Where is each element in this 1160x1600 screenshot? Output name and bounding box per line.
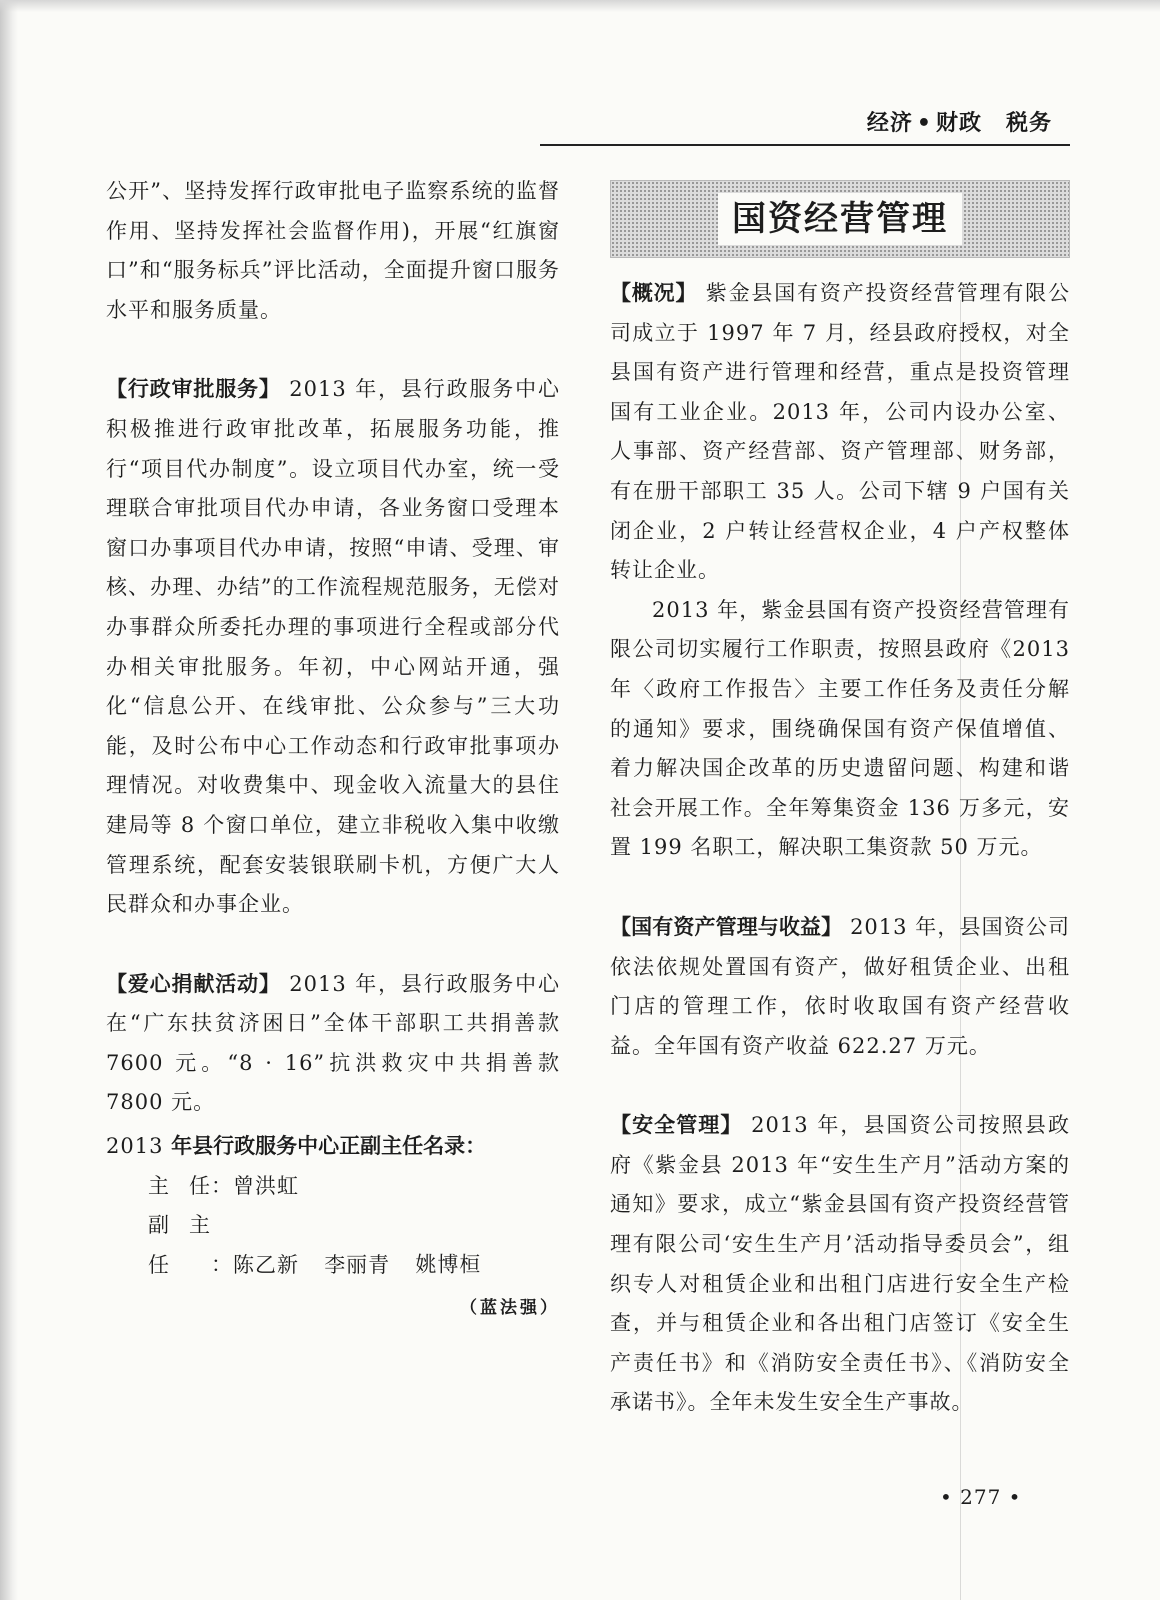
running-header: [867, 106, 1052, 137]
left-column: [106, 172, 560, 1329]
page-top-shadow: [0, 0, 1160, 12]
header-economy: 经济: [866, 111, 913, 136]
director-role: 主任: [148, 1173, 211, 1198]
safety-management-text: 2013 年，县国资公司按照县政府《紫金县 2013 年“安生生产月”活动方案的通知》要求，成立“紫金县国有资产投资经营管理有限公司‘安生生产月’活动指导委员会”，组织专人对租赁企业和出租门店进行安全生产检查，并与租赁企业和各出租门店签订《安全生产责任书》和《消防安全责任书》、《消防安全承诺书》。全年未发生安全生产事故。: [610, 1113, 1070, 1415]
director-name: 曾洪虹: [233, 1173, 299, 1198]
continued-paragraph: 公开”、坚持发挥行政审批电子监察系统的监督作用、坚持发挥社会监督作用)，开展“红旗窗口”和“服务标兵”评比活动，全面提升窗口服务水平和服务质量。: [106, 179, 560, 322]
overview-paragraph: [610, 274, 1070, 591]
assets-revenue-text: 2013 年，县国资公司依法依规处置国有资产，做好租赁企业、出租门店的管理工作，依时收取国有资产经营收益。全年国有资产收益 622.27 万元。: [610, 914, 1070, 1058]
administrative-approval-paragraph: [106, 370, 560, 924]
directory-title: [106, 1127, 560, 1167]
right-column: [610, 172, 1070, 1423]
author-credit: （蓝法强）: [460, 1298, 560, 1319]
deputy-row: 副主任 ：陈乙新 李丽青 姚博桓: [106, 1206, 560, 1285]
header-rule: [540, 144, 1070, 146]
charity-donation-paragraph: [106, 965, 560, 1123]
scan-line: [960, 300, 961, 1600]
administrative-approval-heading: 【行政审批服务】: [106, 377, 281, 402]
director-row: 主任：曾洪虹: [106, 1167, 560, 1207]
assets-revenue-paragraph: [610, 908, 1070, 1066]
page-edge-shadow: [0, 0, 18, 1600]
directory-year: 2013: [106, 1134, 164, 1159]
directory-heading: 年县行政服务中心正副主任名录：: [171, 1134, 487, 1159]
deputy-name: 陈乙新: [233, 1252, 299, 1277]
administrative-approval-text: 2013 年，县行政服务中心积极推进行政审批改革，拓展服务功能，推行“项目代办制度”。设立项目代办室，统一受理联合审批项目代办申请，各业务窗口受理本窗口办事项目代办申请，按照“申请、受理、审核、办理、办结”的工作流程规范服务，无偿对办事群众所委托办理的事项进行全程或部分代办相关审批服务。年初，中心网站开通，强化“信息公开、在线审批、公众参与”三大功能，及时公布中心工作动态和行政审批事项办理情况。对收费集中、现金收入流量大的县住建局等 8 个窗口单位，建立非税收入集中收缴管理系统，配套安装银联刷卡机，方便广大人民群众和办事企业。: [106, 377, 560, 917]
section-title: 国资经营管理: [718, 193, 962, 245]
header-separator: •: [916, 111, 932, 136]
deputy-name: 姚博桓: [415, 1252, 482, 1277]
overview-heading: 【概况】: [610, 281, 698, 305]
assets-revenue-heading: 【国有资产管理与收益】: [610, 914, 843, 939]
work-2013-paragraph: 2013 年，紫金县国有资产投资经营管理有限公司切实履行工作职责，按照县政府《2013 年〈政府工作报告〉主要工作任务及责任分解的通知》要求，围绕确保国有资产保值增值、着力解决国企改革的历史遗留问题、构建和谐社会开展工作。全年筹集资金 136 万多元，安置 199 名职工，解决职工集资款 50 万元。: [610, 597, 1070, 860]
safety-management-heading: 【安全管理】: [610, 1113, 743, 1138]
charity-donation-heading: 【爱心捐献活动】: [106, 971, 281, 996]
header-tax: 税务: [1005, 111, 1052, 136]
safety-management-paragraph: [610, 1106, 1070, 1423]
charity-donation-text: 2013 年，县行政服务中心在“广东扶贫济困日”全体干部职工共捐善款 7600 元。“8 · 16”抗洪救灾中共捐善款 7800 元。: [106, 971, 560, 1115]
deputy-name: 李丽青: [324, 1252, 391, 1277]
header-finance: 财政: [935, 111, 982, 136]
section-title-box: [610, 180, 1070, 258]
deputy-role: 副主任: [148, 1213, 211, 1277]
page-number: • 277 •: [940, 1485, 1022, 1509]
overview-text: 紫金县国有资产投资经营管理有限公司成立于 1997 年 7 月，经县政府授权，对全县国有资产进行管理和经营，重点是投资管理国有工业企业。2013 年，公司内设办公室、人事部、资产经营部、资产管理部、财务部，有在册干部职工 35 人。公司下辖 9 户国有关闭企业，2 户转让经营权企业，4 户产权整体转让企业。: [610, 281, 1070, 583]
